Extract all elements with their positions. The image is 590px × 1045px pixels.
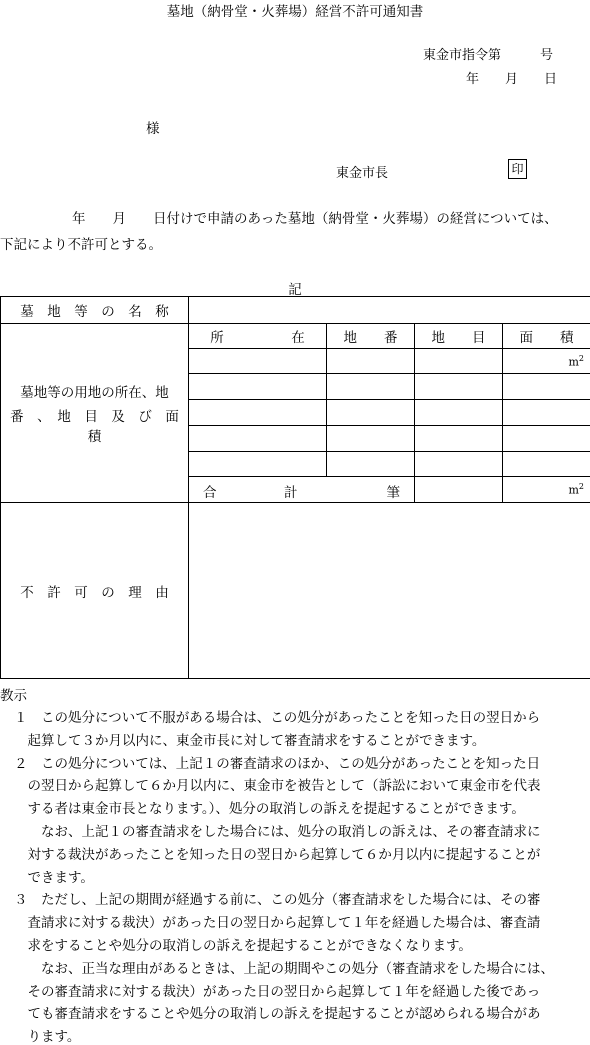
reason-row — [1, 503, 590, 679]
seal-mark: 印 — [508, 159, 527, 179]
kyoji-line: 起算して３か月以内に、東金市長に対して審査請求をすることができます。 — [14, 729, 485, 749]
location-label-cell — [1, 324, 189, 503]
col-land-category: 地 目 — [415, 324, 503, 349]
kyoji-line: の翌日から起算して６か月以内に、東金市を被告として（訴訟において東金市を代表 — [14, 774, 541, 794]
kyoji-line: できます。 — [14, 866, 94, 886]
kyoji-line: ２ この処分については、上記１の審査請求のほか、この処分があったことを知った日 — [14, 752, 540, 772]
location-label-line-1: 墓地等の用地の所在、地 — [1, 381, 188, 401]
kyoji-line: その審査請求に対する裁決）があった日の翌日から起算して１年を経過した後であっ — [14, 980, 540, 1000]
total-category — [415, 477, 503, 503]
location-header-row — [1, 324, 590, 349]
col-area: 面 積 — [503, 324, 590, 349]
col-lot-number: 地 番 — [327, 324, 415, 349]
kyoji-line: ３ ただし、上記の期間が経過する前に、この処分（審査請求をした場合には、その審 — [14, 888, 541, 908]
body-line-2: 下記により不許可とする。 — [0, 233, 162, 253]
reason-value — [189, 503, 590, 679]
kyoji-line: なお、上記１の審査請求をした場合には、処分の取消しの訴えは、その審査請求に — [14, 820, 541, 840]
kyoji-line: 求をすることや処分の取消しの訴えを提起することができなくなります。 — [14, 934, 472, 954]
issue-date: 年 月 日 — [466, 68, 557, 87]
total-cell — [189, 477, 415, 503]
details-table — [0, 296, 590, 679]
total-parcels-label: 筆 — [387, 481, 401, 501]
addressee-suffix: 様 — [146, 117, 160, 137]
name-row — [1, 297, 590, 324]
kyoji-line: 対する裁決があったことを知った日の翌日から起算して６か月以内に提起することが — [14, 843, 540, 863]
kyoji-line: する者は東金市長となります。）、処分の取消しの訴えを提起することができます。 — [14, 797, 525, 817]
total-label: 合 計 — [203, 481, 298, 501]
ki-heading: 記 — [0, 278, 590, 298]
document-number: 東金市指令第 号 — [423, 44, 553, 63]
kyoji-heading: 教示 — [0, 684, 27, 704]
kyoji-line: ても審査請求をすることや処分の取消しの訴えを提起することが認められる場合があ — [14, 1002, 541, 1022]
area-unit: $m^2$ — [503, 349, 590, 374]
location-label-line-2: 番 、 地 目 及 び 面 積 — [1, 405, 188, 445]
kyoji-line: １ この処分について不服がある場合は、この処分があったことを知った日の翌日から — [14, 706, 540, 726]
body-line-1: 年 月 日付けで申請のあった墓地（納骨堂・火葬場）の経営については、 — [72, 207, 558, 227]
total-area-unit: $m^2$ — [503, 477, 590, 503]
name-value — [189, 297, 590, 324]
issuer-name: 東金市長 — [336, 162, 388, 181]
name-label: 墓 地 等 の 名 称 — [1, 297, 189, 324]
document-title: 墓地（納骨堂・火葬場）経営不許可通知書 — [0, 0, 590, 20]
reason-label: 不 許 可 の 理 由 — [1, 503, 189, 679]
kyoji-line: なお、正当な理由があるときは、上記の期間やこの処分（審査請求をした場合には、 — [14, 957, 554, 977]
kyoji-line: ります。 — [14, 1025, 80, 1045]
kyoji-line: 査請求に対する裁決）があった日の翌日から起算して１年を経過した場合は、審査請 — [14, 911, 540, 931]
col-location: 所 在 — [189, 324, 327, 349]
